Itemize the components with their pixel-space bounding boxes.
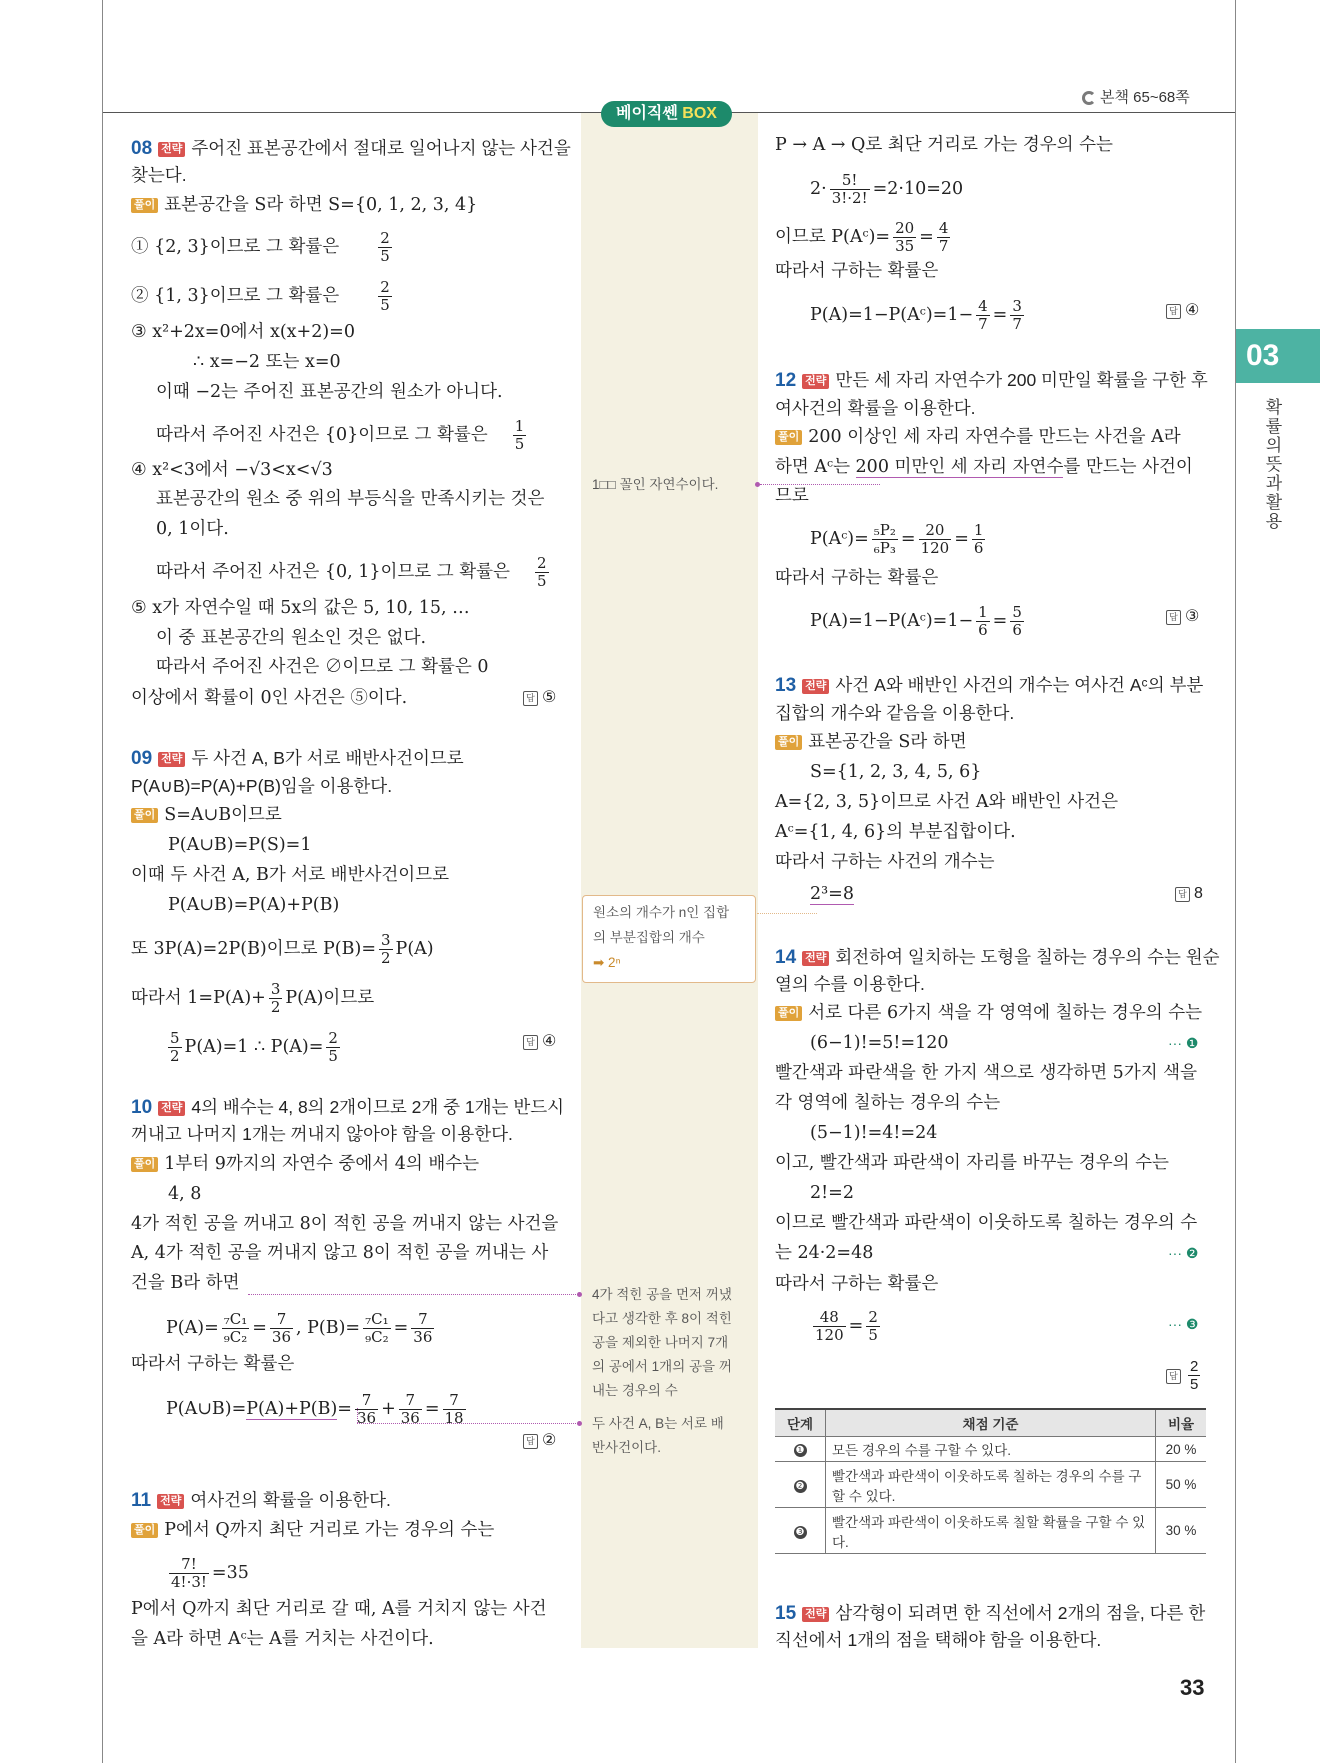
q09-strategy-cont: P(A∪B)=P(A)+P(B)임을 이용한다. [131, 776, 393, 796]
table-cell: 모든 경우의 수를 구할 수 있다. [826, 1437, 1156, 1462]
q14-strategy-cont: 열의 수를 이용한다. [775, 974, 925, 994]
q11b-line3: 이므로 P(Aᶜ)= $\frac{20}{35}$ = $\frac{4}{7}$ [775, 219, 949, 255]
q14-line5: (5−1)!=4!=24 [810, 1123, 938, 1143]
header-reference: 본책 65~68쪽 [1082, 86, 1190, 107]
answer-icon: 답 [523, 1035, 538, 1050]
q13-line1: 풀이 표본공간을 S라 하면 [775, 730, 967, 754]
q12-answer: 답 ③ [1166, 605, 1199, 629]
side-note-3-line5: 내는 경우의 수 [592, 1383, 678, 1398]
q11b-line4: 따라서 구하는 확률은 [775, 261, 939, 281]
side-note-1: 1□□ 꼴인 자연수이다. [592, 477, 719, 492]
fraction: $\frac{7}{36}$ [400, 1391, 420, 1427]
table-row [775, 1508, 1206, 1554]
q09-answer: 답 ④ [523, 1030, 556, 1054]
answer-icon: 답 [1166, 304, 1181, 319]
q08-answer: 답 ⑤ [523, 686, 556, 710]
q14-strategy: 14 전략 회전하여 일치하는 도형을 칠하는 경우의 수는 원순 [775, 947, 1220, 968]
q11-line4: 을 A라 하면 Aᶜ는 A를 거치는 사건이다. [131, 1629, 434, 1649]
fraction: $\frac{7}{36}$ [356, 1391, 377, 1427]
q13-line6: 2³=8 [810, 884, 854, 904]
q08-line2: ① {2, 3}이므로 그 확률은 $\frac{2}{5}$ [131, 229, 390, 265]
fraction: $\frac{\text{₇C₁}}{\text{₉C₂}}$ [223, 1310, 248, 1346]
q14-line4: 각 영역에 칠하는 경우의 수는 [775, 1093, 1001, 1113]
fraction: $\frac{5}{2}$ [170, 1029, 180, 1065]
q14-line7: 2!=2 [810, 1183, 854, 1203]
table-cell: 20 % [1156, 1437, 1207, 1462]
side-note-4-line1: 두 사건 A, B는 서로 배 [592, 1416, 724, 1431]
fraction: $\frac{20}{35}$ [895, 219, 915, 255]
q08-line3: ② {1, 3}이므로 그 확률은 $\frac{2}{5}$ [131, 278, 390, 314]
q09-line1: 풀이 S=A∪B이므로 [131, 803, 282, 827]
fraction: $\frac{3}{2}$ [270, 980, 281, 1016]
side-note-2-line2: 의 부분집합의 개수 [593, 930, 705, 945]
fraction: $\frac{7}{36}$ [271, 1310, 292, 1346]
q13-line3: A={2, 3, 5}이므로 사건 A와 배반인 사건은 [775, 792, 1118, 812]
leader-line [757, 913, 817, 914]
chapter-title: 확률의 뜻과 활용 [1265, 398, 1283, 531]
step-marker-3: ··· ❸ [1168, 1316, 1199, 1332]
q08-line9: 표본공간의 원소 중 위의 부등식을 만족시키는 것은 [156, 489, 545, 509]
q11-line1: 풀이 P에서 Q까지 최단 거리로 가는 경우의 수는 [131, 1518, 494, 1542]
q10-line4: A, 4가 적힌 공을 꺼내지 않고 8이 적힌 공을 꺼내는 사 [131, 1243, 549, 1263]
q08-line14: 따라서 주어진 사건은 ∅이므로 그 확률은 0 [156, 657, 489, 677]
table-row [775, 1437, 1206, 1462]
page-right-border [1235, 0, 1236, 1763]
step-badge: ❸ [794, 1526, 807, 1539]
fraction: $\frac{2}{5}$ [328, 1029, 338, 1065]
fraction: $\frac{3}{2}$ [381, 931, 391, 967]
q08-line7: 따라서 주어진 사건은 {0}이므로 그 확률은 $\frac{1}{5}$ [156, 417, 525, 453]
fraction: $\frac{1}{6}$ [973, 521, 984, 557]
side-note-3-line3: 공을 제외한 나머지 7개 [592, 1335, 729, 1350]
fraction: $\frac{5!}{3!\cdot 2!}$ [831, 171, 868, 207]
q12-strategy-cont: 여사건의 확률을 이용한다. [775, 398, 976, 418]
side-note-3-line1: 4가 적힌 공을 먼저 꺼냈 [592, 1287, 732, 1302]
table-cell: 빨간색과 파란색이 이웃하도록 칠할 확률을 구할 수 있다. [826, 1508, 1156, 1554]
fraction: $\frac{4}{7}$ [978, 297, 988, 333]
q10-answer: 답 ② [523, 1429, 556, 1453]
answer-icon: 답 [1166, 1369, 1181, 1384]
answer-icon: 답 [523, 691, 538, 706]
leader-dot [755, 482, 760, 487]
leader-dot [577, 1292, 582, 1297]
leader-line [357, 1408, 358, 1423]
q09-line5: 또 3P(A)=2P(B)이므로 P(B)= $\frac{3}{2}$ P(A) [131, 931, 434, 967]
basic-box-label: 베이직쎈 BOX [601, 101, 732, 127]
table-header: 채점 기준 [826, 1409, 1156, 1437]
q15-strategy: 15 전략 삼각형이 되려면 한 직선에서 2개의 점을, 다른 한 [775, 1603, 1206, 1624]
fraction: $\frac{2}{5}$ [380, 229, 390, 265]
side-note-3-line4: 의 공에서 1개의 공을 꺼 [592, 1359, 732, 1374]
leader-line [248, 1294, 578, 1295]
q08-line8: ④ x²<3에서 −√3<x<√3 [131, 460, 333, 480]
q14-line9: 는 24·2=48 [775, 1243, 874, 1263]
q08-line6: 이때 −2는 주어진 표본공간의 원소가 아니다. [156, 382, 503, 402]
q11-strategy: 11 전략 여사건의 확률을 이용한다. [131, 1490, 391, 1511]
leader-line [357, 1423, 578, 1424]
q14-answer [1166, 1358, 1203, 1393]
q15-strategy-cont: 직선에서 1개의 점을 택해야 함을 이용한다. [775, 1630, 1102, 1650]
fraction: $\frac{20}{120}$ [920, 521, 950, 557]
table-header: 단계 [775, 1409, 826, 1437]
q10-line3: 4가 적힌 공을 꺼내고 8이 적힌 공을 꺼내지 않는 사건을 [131, 1214, 559, 1234]
q13-strategy-cont: 집합의 개수와 같음을 이용한다. [775, 703, 1015, 723]
fraction: $\frac{\text{₇C₁}}{\text{₉C₂}}$ [365, 1310, 389, 1346]
q14-line6: 이고, 빨간색과 파란색이 자리를 바꾸는 경우의 수는 [775, 1153, 1169, 1173]
page-left-border [102, 0, 103, 1763]
q12-line4: P(Aᶜ)= $\frac{\text{₅P₂}}{\text{₆P₃}}$ = $\frac{20}{120}$ = $\frac{1}{6}$ [810, 521, 984, 557]
q09-line4: P(A∪B)=P(A)+P(B) [168, 895, 340, 915]
q14-line8: 이므로 빨간색과 파란색이 이웃하도록 칠하는 경우의 수 [775, 1213, 1198, 1233]
fraction: $\frac{2}{5}$ [868, 1308, 878, 1344]
page-number: 33 [1180, 1675, 1205, 1700]
q09-line7: $\frac{5}{2}$ P(A)=1 ∴ P(A)= $\frac{2}{5}$ [170, 1029, 338, 1065]
q08-line11: 따라서 주어진 사건은 {0, 1}이므로 그 확률은 $\frac{2}{5}$ [156, 554, 547, 590]
q08-line15: 이상에서 확률이 0인 사건은 ⑤이다. [131, 688, 408, 708]
table-cell: 빨간색과 파란색이 이웃하도록 칠하는 경우의 수를 구할 수 있다. [826, 1462, 1156, 1508]
q10-line5: 건을 B라 하면 [131, 1273, 240, 1293]
q10-line6: P(A)= $\frac{\text{₇C₁}}{\text{₉C₂}}$ = $\frac{7}{36}$ , P(B)= $\frac{\text{₇C₁}}{\text{₉C₂}}$ = $\frac{7}{36}$ [166, 1310, 433, 1346]
side-note-2-line3: ➡ 2ⁿ [593, 955, 621, 970]
side-note-3-line2: 다고 생각한 후 8이 적힌 [592, 1311, 732, 1326]
table-cell: 30 % [1156, 1508, 1207, 1554]
fraction: $\frac{48}{120}$ [815, 1308, 844, 1344]
q08-line12: ⑤ x가 자연수일 때 5x의 값은 5, 10, 15, … [131, 598, 470, 618]
q08-line13: 이 중 표본공간의 원소인 것은 없다. [156, 628, 427, 648]
step-marker-1: ··· ❶ [1168, 1035, 1199, 1051]
q12-line5: 따라서 구하는 확률은 [775, 568, 939, 588]
q11-answer: 답 ④ [1166, 299, 1199, 323]
q13-line5: 따라서 구하는 사건의 개수는 [775, 852, 995, 872]
q12-line6: P(A)=1−P(Aᶜ)=1− $\frac{1}{6}$ = $\frac{5}{6}$ [810, 603, 1022, 639]
q10-line1: 풀이 1부터 9까지의 자연수 중에서 4의 배수는 [131, 1152, 479, 1176]
fraction: $\frac{1}{5}$ [514, 417, 525, 453]
table-header: 비율 [1156, 1409, 1207, 1437]
q10-strategy-cont: 꺼내고 나머지 1개는 꺼내지 않아야 함을 이용한다. [131, 1124, 513, 1144]
chapter-tab[interactable]: 03 [1236, 329, 1320, 383]
fraction: $\frac{\text{₅P₂}}{\text{₆P₃}}$ [873, 521, 896, 557]
step-marker-2: ··· ❷ [1168, 1245, 1199, 1261]
side-note-4-line2: 반사건이다. [592, 1440, 661, 1455]
q10-line7: 따라서 구하는 확률은 [131, 1354, 295, 1374]
q14-line11: $\frac{48}{120}$ = $\frac{2}{5}$ [815, 1308, 878, 1344]
q12-strategy: 12 전략 만든 세 자리 자연수가 200 미만일 확률을 구한 후 [775, 370, 1208, 391]
fraction: $\frac{4}{7}$ [938, 219, 949, 255]
q08-line4: ③ x²+2x=0에서 x(x+2)=0 [131, 322, 355, 342]
fraction: $\frac{7!}{4!\cdot 3!}$ [171, 1555, 207, 1591]
q10-line8: P(A∪B)=P(A)+P(B)= $\frac{7}{36}$ + $\frac{7}{36}$ = $\frac{7}{18}$ [166, 1391, 464, 1427]
side-note-2-line1: 원소의 개수가 n인 집합 [593, 905, 730, 920]
answer-icon: 답 [1175, 887, 1190, 902]
reference-icon [1082, 91, 1096, 105]
q13-line2: S={1, 2, 3, 4, 5, 6} [810, 762, 982, 782]
q11b-line2: 2· $\frac{5!}{3!\cdot 2!}$ =2·10=20 [810, 171, 964, 207]
q13-line4: Aᶜ={1, 4, 6}의 부분집합이다. [775, 822, 1016, 842]
q12-line3: 므로 [775, 486, 809, 506]
fraction: $\frac{2}{5}$ [1190, 1358, 1199, 1393]
fraction: $\frac{7}{36}$ [413, 1310, 433, 1346]
q13-answer: 답 8 [1175, 882, 1203, 906]
fraction: $\frac{5}{6}$ [1012, 603, 1022, 639]
q08-line5: ∴ x=−2 또는 x=0 [193, 352, 341, 372]
q14-line10: 따라서 구하는 확률은 [775, 1274, 939, 1294]
answer-icon: 답 [523, 1434, 538, 1449]
q10-line2: 4, 8 [168, 1184, 202, 1204]
q09-strategy: 09 전략 두 사건 A, B가 서로 배반사건이므로 [131, 748, 464, 769]
table-row [775, 1462, 1206, 1508]
q13-strategy: 13 전략 사건 A와 배반인 사건의 개수는 여사건 Aᶜ의 부분 [775, 675, 1204, 696]
q14-line3: 빨간색과 파란색을 한 가지 색으로 생각하면 5가지 색을 [775, 1063, 1197, 1083]
q09-line3: 이때 두 사건 A, B가 서로 배반사건이므로 [131, 865, 450, 885]
fraction: $\frac{1}{6}$ [978, 603, 988, 639]
q08-strategy: 08 전략 주어진 표본공간에서 절대로 일어나지 않는 사건을 [131, 138, 571, 159]
step-badge: ❶ [794, 1444, 807, 1457]
q10-strategy: 10 전략 4의 배수는 4, 8의 2개이므로 2개 중 1개는 반드시 [131, 1097, 565, 1118]
q08-line10: 0, 1이다. [156, 519, 229, 539]
q08-strategy-cont: 찾는다. [131, 165, 187, 185]
q11b-line5: P(A)=1−P(Aᶜ)=1− $\frac{4}{7}$ = $\frac{3}{7}$ [810, 297, 1022, 333]
fraction: $\frac{2}{5}$ [380, 278, 390, 314]
q14-line2: (6−1)!=5!=120 [810, 1033, 949, 1053]
fraction: $\frac{2}{5}$ [536, 554, 547, 590]
q12-line1: 풀이 200 이상인 세 자리 자연수를 만드는 사건을 A라 [775, 425, 1181, 449]
q12-line2: 하면 Aᶜ는 200 미만인 세 자리 자연수를 만드는 사건이 [775, 457, 1193, 477]
leader-dot [577, 1421, 582, 1426]
q14-line1: 풀이 서로 다른 6가지 색을 각 영역에 칠하는 경우의 수는 [775, 1001, 1202, 1025]
q11-line2: $\frac{7!}{4!\cdot 3!}$ =35 [171, 1555, 249, 1591]
q11-line3: P에서 Q까지 최단 거리로 갈 때, A를 거치지 않는 사건 [131, 1599, 547, 1619]
scoring-table [775, 1408, 1206, 1554]
fraction: $\frac{3}{7}$ [1012, 297, 1022, 333]
step-badge: ❷ [794, 1480, 807, 1493]
q09-line2: P(A∪B)=P(S)=1 [168, 835, 312, 855]
q09-line6: 따라서 1=P(A)+ $\frac{3}{2}$ P(A)이므로 [131, 980, 375, 1016]
answer-icon: 답 [1166, 610, 1181, 625]
q08-line1: 풀이 표본공간을 S라 하면 S={0, 1, 2, 3, 4} [131, 193, 477, 217]
fraction: $\frac{7}{18}$ [444, 1391, 464, 1427]
table-cell: 50 % [1156, 1462, 1207, 1508]
q11b-line1: P → A → Q로 최단 거리로 가는 경우의 수는 [775, 135, 1113, 155]
